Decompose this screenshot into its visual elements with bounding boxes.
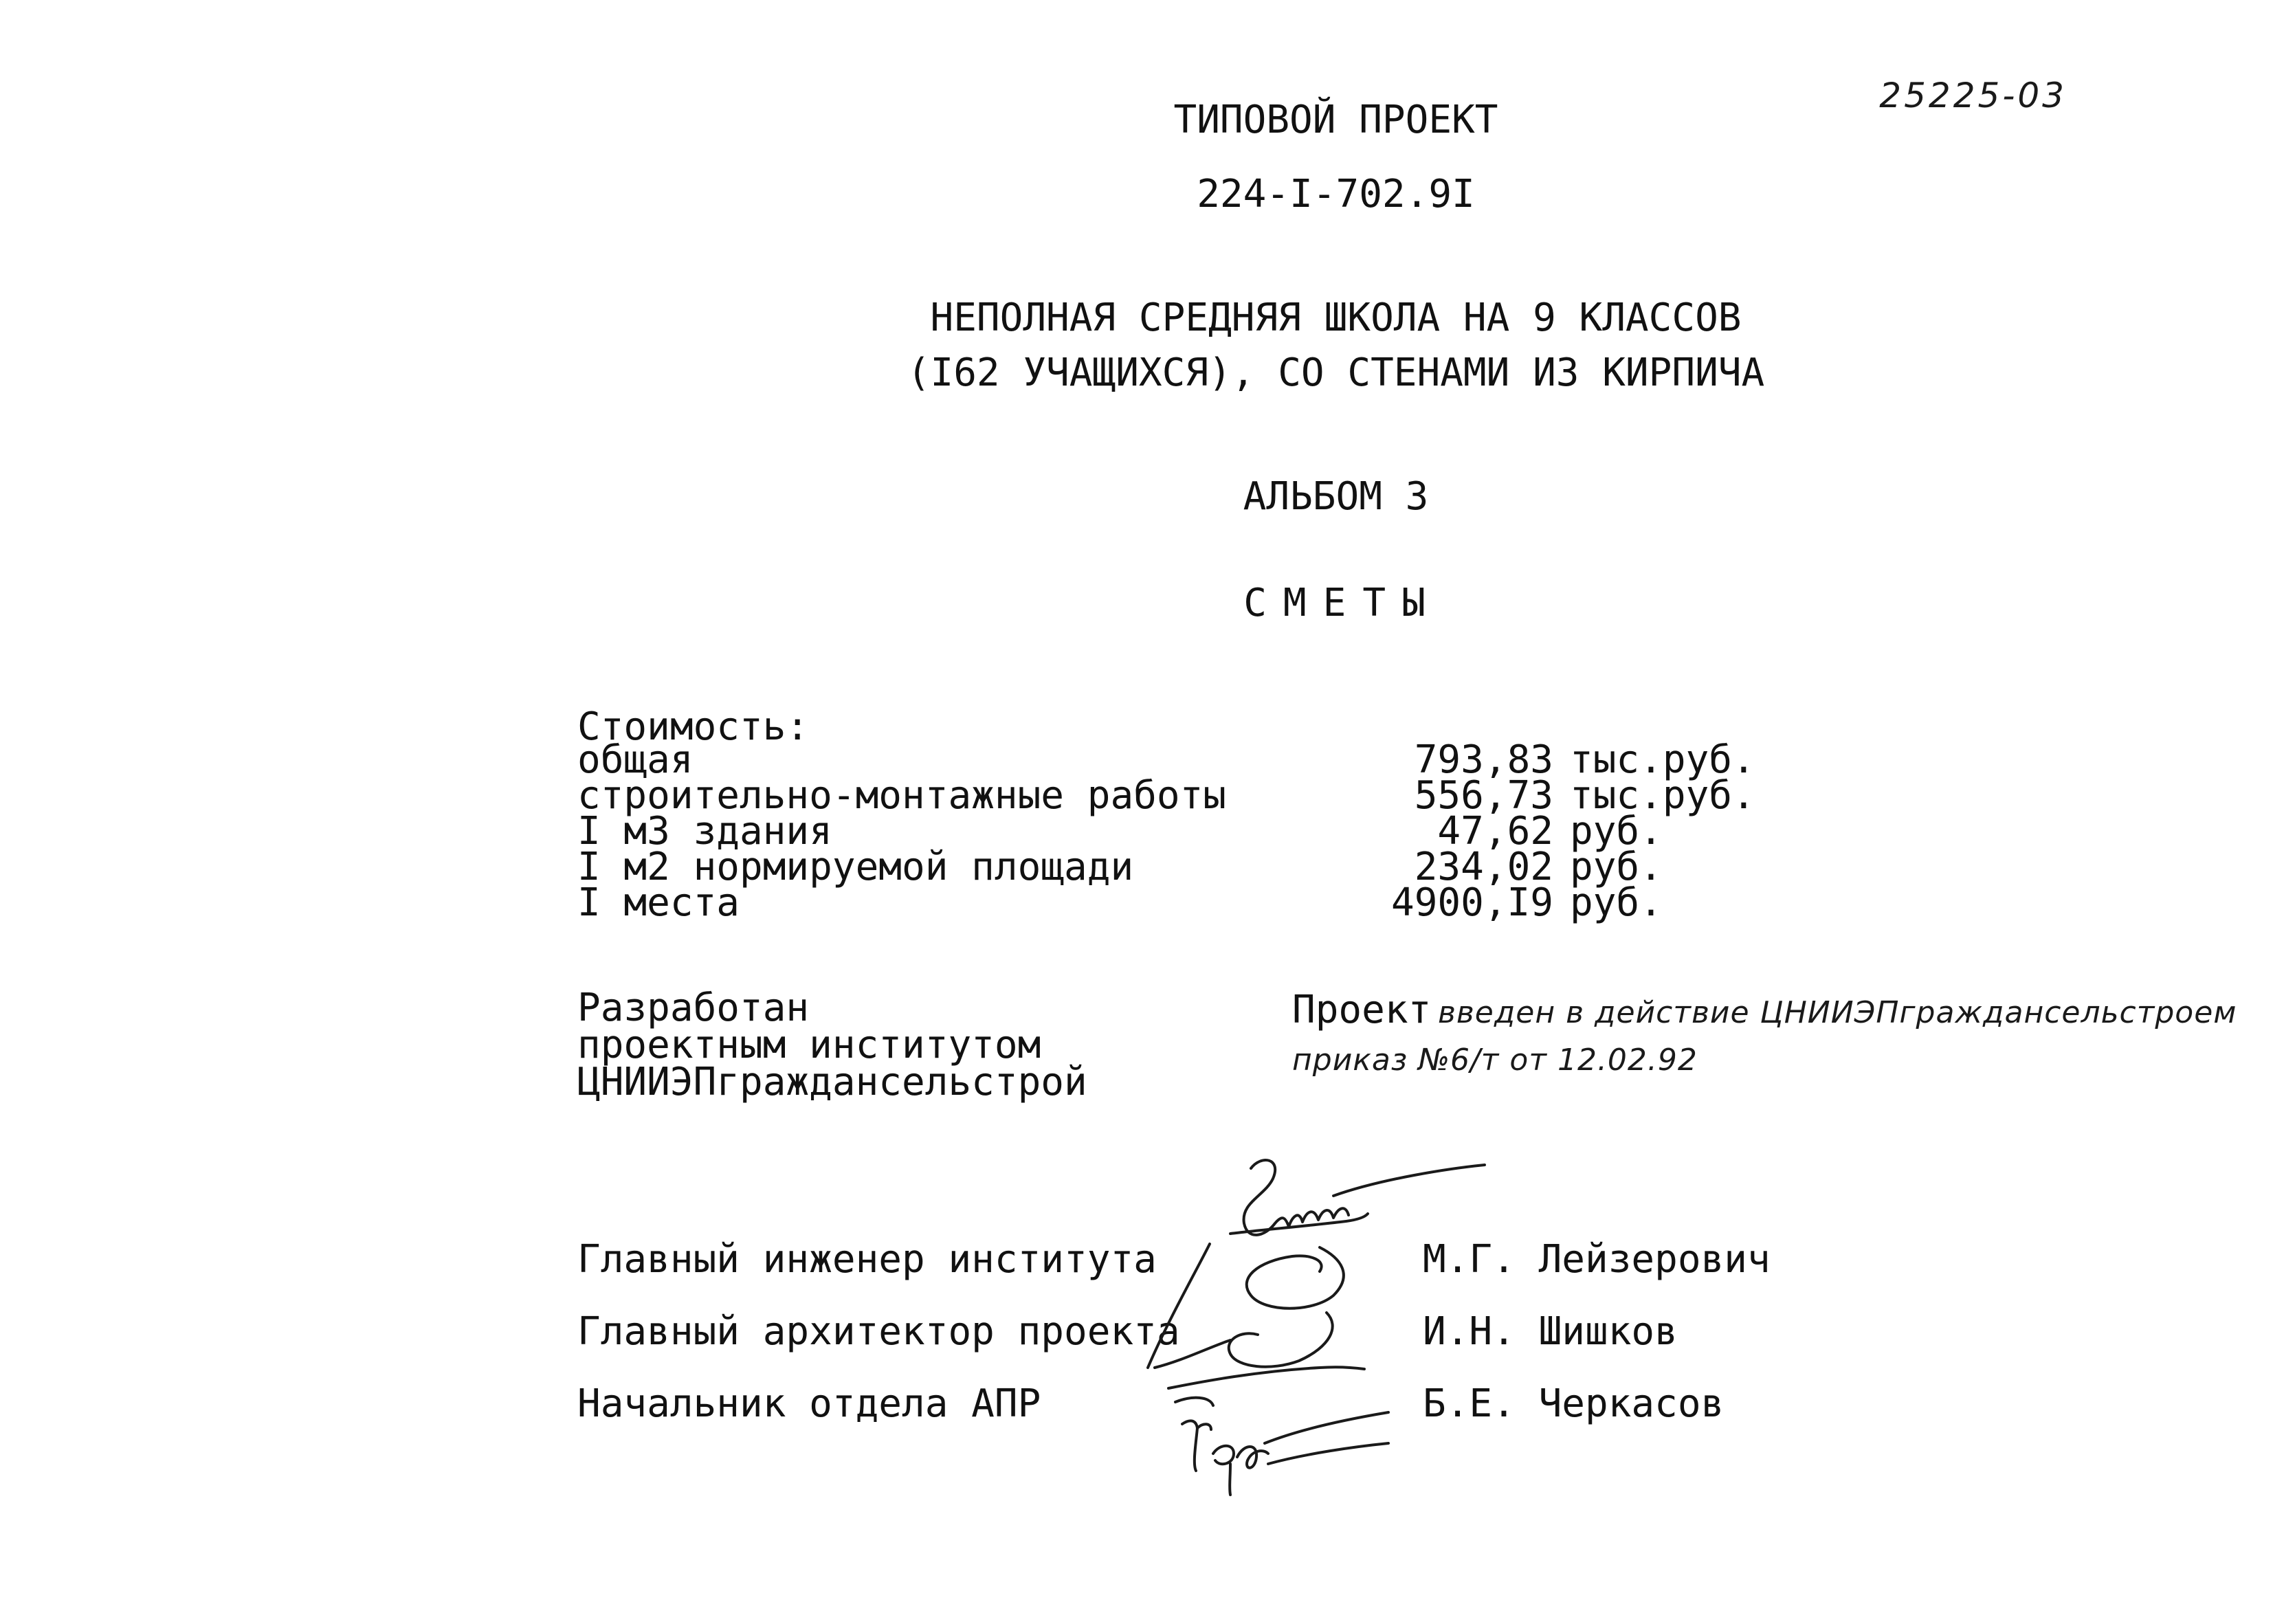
signatory-name: Б.Е. Черкасов — [1423, 1381, 1725, 1426]
signature-chief-engineer — [1148, 1160, 1485, 1368]
cost-value: 47,62 — [1437, 809, 1553, 854]
project-number: 224-I-702.9I — [1197, 172, 1475, 216]
signatory-role: Главный инженер института — [577, 1237, 1157, 1282]
cost-unit: тыс.руб. — [1570, 737, 1755, 782]
cost-value: 556,73 — [1414, 773, 1553, 818]
introduction-handwritten-1: введен в действие ЦНИИЭПграждансельстроем — [1437, 995, 2237, 1030]
cost-table — [577, 737, 1755, 925]
cost-heading: Стоимость: — [577, 704, 810, 749]
introduction-printed: Проект — [1292, 988, 1432, 1032]
cost-label: I места — [577, 880, 740, 925]
section-title: СМЕТЫ — [1243, 581, 1442, 625]
cost-label: I м2 нормируемой площади — [577, 845, 1134, 889]
developer-block — [577, 986, 1087, 1104]
handwritten-signatures — [1093, 1141, 1519, 1498]
cost-label: строительно-монтажные работы — [577, 773, 1227, 818]
signature-department-head — [1182, 1412, 1388, 1495]
signatory-role: Начальник отдела АПР — [577, 1381, 1041, 1426]
introduction-block — [1292, 990, 2237, 1087]
cost-unit: тыс.руб. — [1570, 773, 1755, 818]
cost-value: 793,83 — [1414, 737, 1553, 782]
developer-line-2: проектным институтом — [577, 1023, 1041, 1067]
signature-chief-architect — [1155, 1313, 1364, 1405]
document-number: 25225-03 — [1879, 76, 2067, 115]
cost-value: 234,02 — [1414, 845, 1553, 889]
cost-label: общая — [577, 737, 694, 782]
project-type: ТИПОВОЙ ПРОЕКТ — [1173, 98, 1498, 142]
cost-unit: руб. — [1570, 809, 1663, 854]
cost-unit: руб. — [1570, 880, 1663, 925]
signatory-name: М.Г. Лейзерович — [1423, 1237, 1771, 1282]
cost-label: I м3 здания — [577, 809, 832, 854]
album-label: АЛЬБОМ 3 — [1243, 474, 1429, 519]
signatory-role: Главный архитектор проекта — [577, 1309, 1180, 1354]
developer-institute: ЦНИИЭПграждансельстрой — [577, 1060, 1087, 1104]
project-title-line-1: НЕПОЛНАЯ СРЕДНЯЯ ШКОЛА НА 9 КЛАССОВ — [930, 296, 1742, 340]
developer-line-1: Разработан — [577, 986, 810, 1030]
project-title-line-2: (I62 УЧАЩИХСЯ), СО СТЕНАМИ ИЗ КИРПИЧА — [907, 351, 1765, 395]
signatory-name: И.Н. Шишков — [1423, 1309, 1678, 1354]
introduction-handwritten-2: приказ №6/т от 12.02.92 — [1292, 1043, 1698, 1078]
cost-row — [577, 885, 1755, 921]
cost-unit: руб. — [1570, 845, 1663, 889]
cost-value: 4900,I9 — [1390, 880, 1553, 925]
